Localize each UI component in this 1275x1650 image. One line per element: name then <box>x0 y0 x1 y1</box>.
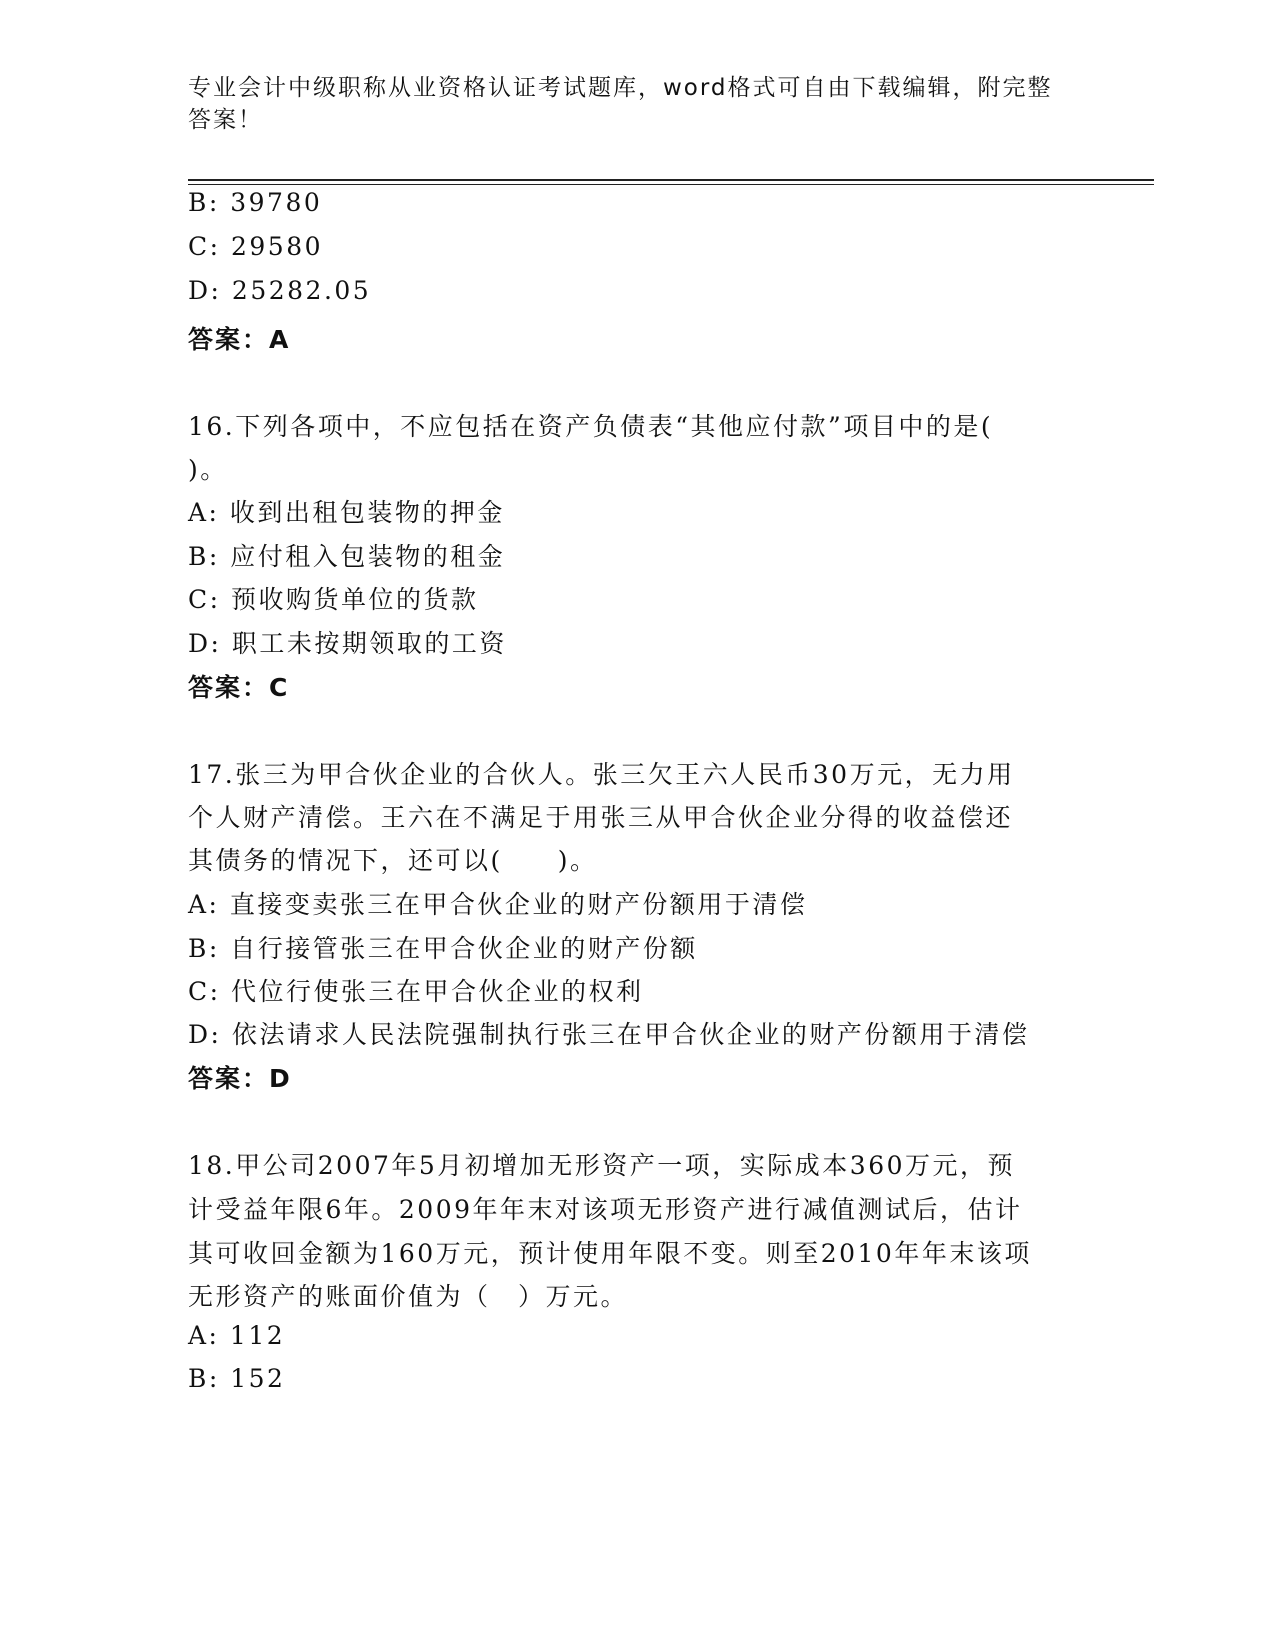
q18-stem-line-3: 其可收回金额为160万元，预计使用年限不变。则至2010年年末该项 <box>188 1239 1032 1268</box>
q16-option-b: B: 应付租入包装物的租金 <box>188 542 506 571</box>
q16-stem-line-2: )。 <box>188 455 228 484</box>
q17-option-b: B: 自行接管张三在甲合伙企业的财产份额 <box>188 934 698 963</box>
q17-option-a: A: 直接变卖张三在甲合伙企业的财产份额用于清偿 <box>188 890 808 919</box>
q16-stem-line-1: 16.下列各项中，不应包括在资产负债表“其他应付款”项目中的是( <box>188 412 994 441</box>
q18-stem-line-2: 计受益年限6年。2009年年末对该项无形资产进行减值测试后，估计 <box>188 1195 1023 1224</box>
q17-option-d: D: 依法请求人民法院强制执行张三在甲合伙企业的财产份额用于清偿 <box>188 1020 1030 1049</box>
q15-option-d: D: 25282.05 <box>188 276 372 305</box>
q17-stem-line-2: 个人财产清偿。王六在不满足于用张三从甲合伙企业分得的收益偿还 <box>188 803 1014 832</box>
q18-stem-line-1: 18.甲公司2007年5月初增加无形资产一项，实际成本360万元，预 <box>188 1151 1016 1180</box>
q18-option-b: B: 152 <box>188 1364 286 1393</box>
q17-stem-line-3: 其债务的情况下，还可以( )。 <box>188 846 598 875</box>
q18-option-a: A: 112 <box>188 1321 286 1350</box>
q17-answer: 答案：D <box>188 1064 292 1093</box>
q16-option-d: D: 职工未按期领取的工资 <box>188 629 507 658</box>
q17-stem-line-1: 17.张三为甲合伙企业的合伙人。张三欠王六人民币30万元，无力用 <box>188 760 1015 789</box>
header-rule-thin <box>188 184 1154 185</box>
q17-option-c: C: 代位行使张三在甲合伙企业的权利 <box>188 977 644 1006</box>
q15-answer: 答案：A <box>188 325 291 354</box>
q16-answer: 答案：C <box>188 673 290 702</box>
q18-stem-line-4: 无形资产的账面价值为（ ）万元。 <box>188 1282 629 1311</box>
q16-option-c: C: 预收购货单位的货款 <box>188 585 479 614</box>
q15-option-b: B: 39780 <box>188 188 323 217</box>
page-header: 专业会计中级职称从业资格认证考试题库，word格式可自由下载编辑，附完整答案！ <box>188 75 1053 133</box>
q16-option-a: A: 收到出租包装物的押金 <box>188 498 505 527</box>
header-rule-thick <box>188 179 1154 181</box>
q15-option-c: C: 29580 <box>188 232 324 261</box>
